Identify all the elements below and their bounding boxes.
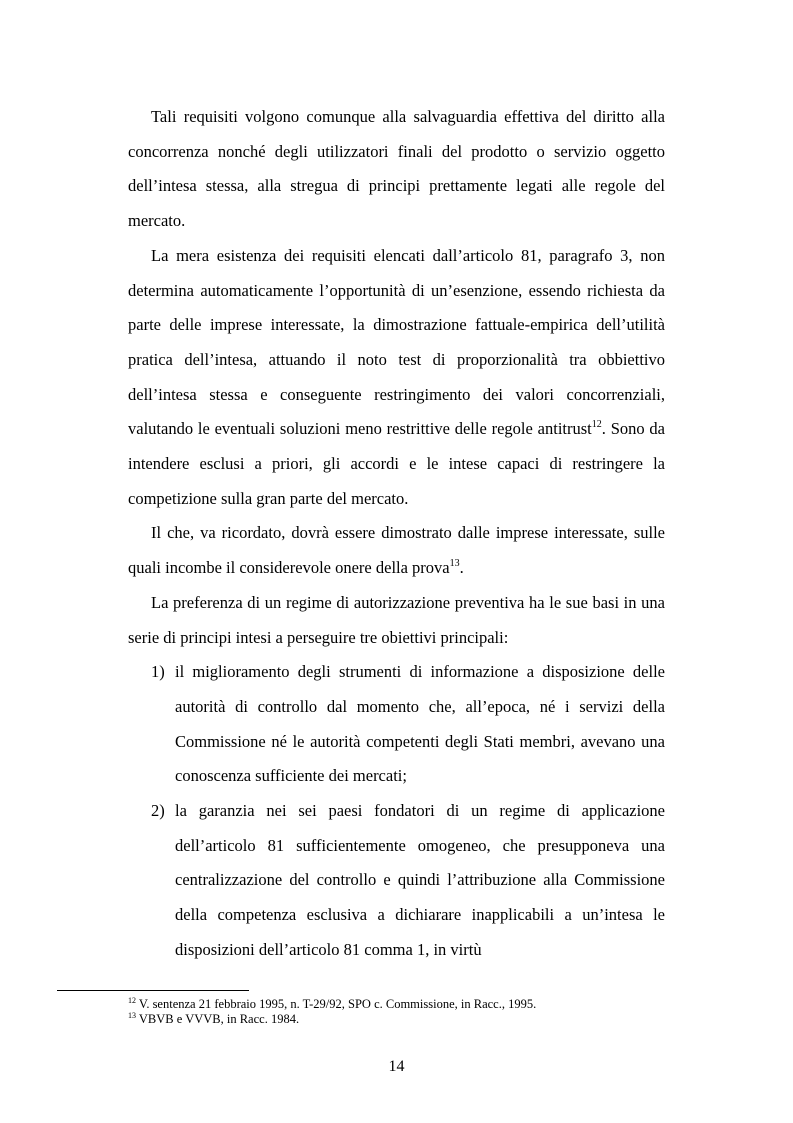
paragraph-2-text: La mera esistenza dei requisiti elencati dall’articolo 81, paragrafo 3, non determina automaticamente l’opportunità di un’esenzione, essendo richiesta da parte delle imprese interessate, la dimostrazione fattuale-empirica dell’utilità pratica dell’intesa, attuando il noto test di proporzionalità tra obbiettivo dell’intesa stessa e conseguente restringimento dei valori concorrenziali, valutando le eventuali soluzioni meno restrittive delle regole antitrust [128,245,665,439]
list-item-text: la garanzia nei sei paesi fondatori di un regime di applicazione dell’articolo 81 sufficientemente omogeneo, che presupponeva una centralizzazione del controllo e quindi l’attribuzione alla Commissione della competenza esclusiva a dichiarare inapplicabili a un’intesa le disposizioni dell’articolo 81 comma 1, in virtù [175,801,665,959]
paragraph-2 [128,239,665,517]
paragraph-3 [128,516,665,585]
list-item-number: 1) [151,662,165,682]
body-text [128,100,665,968]
paragraph-1-text: Tali requisiti volgono comunque alla salvaguardia effettiva del diritto alla concorrenza nonché degli utilizzatori finali del prodotto o servizio oggetto dell’intesa stessa, alla stregua di principi prettamente legati alle regole del mercato. [128,107,665,231]
footnote-text: V. sentenza 21 febbraio 1995, n. T-29/92, SPO c. Commissione, in Racc., 1995. [138,997,537,1011]
paragraph-2-text-after: . Sono da intendere esclusi a priori, gli accordi e le intese capaci di restringere la competizione sulla gran parte del mercato. [128,419,666,508]
paragraph-4-text: La preferenza di un regime di autorizzazione preventiva ha le sue basi in una serie di principi intesi a perseguire tre obiettivi principali: [128,592,665,647]
paragraph-3-text: Il che, va ricordato, dovrà essere dimostrato dalle imprese interessate, sulle quali incombe il considerevole onere della prova [128,523,665,578]
footnote-text: VBVB e VVVB, in Racc. 1984. [138,1012,300,1026]
paragraph-4 [128,586,665,655]
list-item-number: 2) [151,801,165,821]
footnote-ref-13[interactable]: 13 [449,558,460,570]
list-item-text: il miglioramento degli strumenti di informazione a disposizione delle autorità di controllo dal momento che, all’epoca, né i servizi della Commissione né le autorità competenti degli Stati membri, avevano una conoscenza sufficiente dei mercati; [175,662,665,786]
footnote-separator [57,990,249,991]
page-number: 14 [388,1058,405,1075]
footnote-mark: 13 [128,1011,136,1020]
paragraph-1 [128,100,665,239]
list-item-1 [128,655,665,794]
footnote-12 [128,997,688,1012]
footnote-mark: 12 [128,996,136,1005]
numbered-list [128,655,665,967]
footnote-ref-12[interactable]: 12 [591,419,602,431]
footnote-13 [128,1012,688,1027]
paragraph-3-text-after: . [459,558,464,578]
list-item-2 [128,794,665,968]
footnotes [128,997,688,1027]
